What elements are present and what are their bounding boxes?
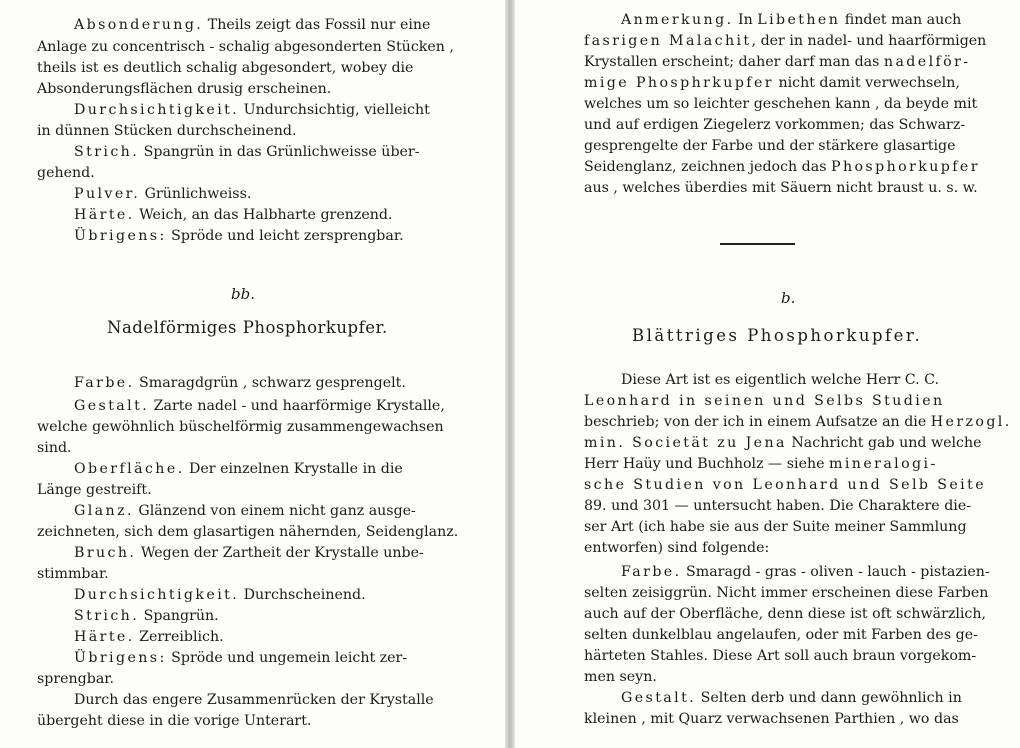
- right-b-line: [584, 391, 945, 411]
- line-text: Smaragd - gras - oliven - lauch - pistazien-: [681, 564, 990, 580]
- line-text: Seidenglanz, zeichnen jedoch das: [584, 159, 831, 175]
- spaced-term: Leonhard in seinen und Selbs Studien: [584, 393, 945, 409]
- left-a-line: [74, 205, 392, 225]
- left-a-line: [74, 184, 251, 204]
- section-divider-rule: [720, 243, 795, 245]
- left-b-line: [37, 438, 72, 458]
- line-text: Länge gestreift.: [37, 482, 152, 498]
- line-text: , der in nadel- und haarförmigen: [751, 33, 987, 49]
- spaced-term: sche Studien von Leonhard und Selb Seite: [584, 477, 987, 493]
- line-text: 89. und 301 — untersucht haben. Die Charaktere die-: [584, 498, 972, 514]
- right-a-line: [584, 73, 960, 93]
- line-text: welche gewöhnlich büschelförmig zusammengewachsen: [37, 419, 444, 435]
- line-text: sind.: [37, 440, 72, 456]
- left-b-line: [74, 396, 445, 416]
- line-text: nicht damit verwechseln,: [773, 75, 960, 91]
- left-b-line: [74, 606, 219, 626]
- line-text: Spröde und leicht zersprengbar.: [166, 228, 404, 244]
- right-b-line: [584, 625, 978, 645]
- line-text: Durchscheinend.: [239, 587, 366, 603]
- line-text: Selten derb und dann gewöhnlich in: [696, 690, 962, 706]
- spaced-term: Anmerkung.: [621, 12, 734, 28]
- left-a-line: [74, 142, 420, 162]
- spaced-term: Übrigens:: [74, 228, 167, 244]
- line-text: Herr Haüy und Buchholz — siehe: [584, 456, 830, 472]
- line-text: welches um so leichter geschehen kann , da beyde mit: [584, 96, 978, 112]
- right-a-line: [584, 94, 977, 114]
- line-text: findet man auch: [840, 12, 962, 28]
- right-b-line: [621, 562, 990, 582]
- left-b-line: [74, 585, 366, 605]
- left-section-label: bb.: [231, 285, 255, 303]
- line-text: theils ist es deutlich schalig abgesondert, wobey die: [37, 60, 414, 76]
- line-text: selten zeisiggrün. Nicht immer erscheinen diese Farben: [584, 585, 989, 601]
- spaced-term: Oberfläche.: [74, 461, 185, 477]
- line-text: Der einzelnen Krystalle in die: [184, 461, 403, 477]
- line-text: Zerreiblich.: [134, 629, 224, 645]
- right-b-line: [584, 604, 986, 624]
- line-text: sprengbar.: [37, 671, 115, 687]
- line-text: entworfen) sind folgende:: [584, 540, 770, 556]
- spaced-term: Pulver.: [74, 186, 141, 202]
- left-b-line: [74, 627, 224, 647]
- spaced-term: Durchsichtigkeit.: [74, 102, 240, 118]
- right-b-line: [621, 688, 962, 708]
- line-text: härteten Stahles. Diese Art soll auch braun vorgekom-: [584, 648, 977, 664]
- right-b-line: [584, 709, 959, 729]
- right-a-line: [584, 157, 980, 177]
- line-text: Wegen der Zartheit der Krystalle unbe-: [136, 545, 424, 561]
- right-section-label: b.: [781, 289, 796, 307]
- spaced-term: Farbe.: [621, 564, 682, 580]
- line-text: Durch das engere Zusammenrücken der Krystalle: [74, 692, 434, 708]
- spaced-term: Strich.: [74, 608, 140, 624]
- right-b-line: [584, 454, 938, 474]
- left-a-line: [74, 15, 430, 35]
- right-b-line: [584, 433, 982, 453]
- line-text: Diese Art ist es eigentlich welche Herr C. C.: [621, 372, 940, 388]
- left-b-line: [74, 501, 416, 521]
- left-a-line: [37, 163, 95, 183]
- line-text: Krystallen erscheint; daher darf man das: [584, 54, 884, 70]
- left-b-line: [37, 417, 444, 437]
- right-b-line: [584, 475, 986, 495]
- left-b-line: [37, 564, 109, 584]
- left-b-line: [74, 459, 403, 479]
- line-text: Theils zeigt das Fossil nur eine: [203, 17, 431, 33]
- right-a-line: [584, 115, 965, 135]
- left-b-line: [74, 543, 424, 563]
- right-b-line: [584, 517, 967, 537]
- line-text: auch auf der Oberfläche, denn diese ist oft schwärzlich,: [584, 606, 987, 622]
- line-text: Glänzend von einem nicht ganz ausge-: [133, 503, 416, 519]
- spaced-term: min. Societät zu Jena: [584, 435, 787, 451]
- right-b-line: [584, 667, 657, 687]
- left-b-line: [74, 648, 407, 668]
- left-section-title: Nadelförmiges Phosphorkupfer.: [107, 318, 388, 337]
- line-text: zeichneten, sich dem glasartigen nähernden, Seidenglanz.: [37, 524, 459, 540]
- line-text: Weich, an das Halbharte grenzend.: [134, 207, 393, 223]
- spaced-term: Gestalt.: [74, 398, 150, 414]
- right-a-line: [621, 10, 961, 30]
- right-b-line: [584, 646, 976, 666]
- spaced-term: mige Phosphrkupfer: [584, 75, 774, 91]
- line-text: ser Art (ich habe sie aus der Suite meiner Sammlung: [584, 519, 967, 535]
- spaced-term: Bruch.: [74, 545, 137, 561]
- line-text: Undurchsichtig, vielleicht: [239, 102, 430, 118]
- line-text: Smaragdgrün , schwarz gesprengelt.: [134, 375, 406, 391]
- line-text: kleinen , mit Quarz verwachsenen Parthien , wo das: [584, 711, 959, 727]
- spaced-term: Farbe.: [74, 375, 135, 391]
- right-b-line: [621, 370, 939, 390]
- book-gutter: [505, 0, 515, 748]
- right-a-line: [584, 178, 978, 198]
- line-text: Absonderungsflächen drusig erscheinen.: [37, 81, 332, 97]
- left-a-line: [37, 121, 297, 141]
- line-text: men seyn.: [584, 669, 657, 685]
- line-text: Zarte nadel - und haarförmige Krystalle,: [149, 398, 445, 414]
- left-a-line: [37, 58, 413, 78]
- spaced-term: Gestalt.: [621, 690, 697, 706]
- left-b-line: [74, 373, 406, 393]
- right-section-title: Blättriges Phosphorkupfer.: [632, 326, 923, 345]
- line-text: übergeht diese in die vorige Unterart.: [37, 713, 312, 729]
- line-text: Spangrün in das Grünlichweisse über-: [139, 144, 420, 160]
- left-a-line: [37, 79, 331, 99]
- line-text: Spangrün.: [139, 608, 219, 624]
- right-b-line: [584, 538, 769, 558]
- line-text: Anlage zu concentrisch - schalig abgesonderten Stücken ,: [37, 39, 454, 55]
- left-b-line: [37, 480, 152, 500]
- spaced-term: Härte.: [74, 207, 135, 223]
- line-text: in dünnen Stücken durchscheinend.: [37, 123, 297, 139]
- spaced-term: Phosphorkupfer: [831, 159, 980, 175]
- right-a-line: [584, 136, 956, 156]
- left-b-line: [74, 690, 434, 710]
- line-text: Spröde und ungemein leicht zer-: [166, 650, 408, 666]
- left-b-line: [37, 711, 311, 731]
- line-text: Grünlichweiss.: [140, 186, 252, 202]
- right-b-line: [584, 412, 1012, 432]
- line-text: gehend.: [37, 165, 95, 181]
- line-text: aus , welches überdies mit Säuern nicht braust u. s. w.: [584, 180, 978, 196]
- spaced-term: Libethen: [757, 12, 841, 28]
- spaced-term: Herzogl.: [930, 414, 1012, 430]
- right-b-line: [584, 583, 988, 603]
- spaced-term: Glanz.: [74, 503, 134, 519]
- line-text: stimmbar.: [37, 566, 109, 582]
- left-a-line: [74, 226, 404, 246]
- line-text: Nachricht gab und welche: [786, 435, 982, 451]
- right-b-line: [584, 496, 971, 516]
- line-text: In: [733, 12, 758, 28]
- right-a-line: [584, 52, 971, 72]
- spaced-term: mineralogi-: [829, 456, 938, 472]
- line-text: und auf erdigen Ziegelerz vorkommen; das Schwarz-: [584, 117, 966, 133]
- left-a-line: [74, 100, 430, 120]
- line-text: gesprengelte der Farbe und der stärkere glasartige: [584, 138, 956, 154]
- line-text: selten dunkelblau angelaufen, oder mit Farben des ge-: [584, 627, 978, 643]
- left-b-line: [37, 522, 458, 542]
- spaced-term: Durchsichtigkeit.: [74, 587, 240, 603]
- spaced-term: Übrigens:: [74, 650, 167, 666]
- left-a-line: [37, 37, 454, 57]
- spaced-term: Härte.: [74, 629, 135, 645]
- spaced-term: nadelför-: [883, 54, 971, 70]
- line-text: beschrieb; von der ich in einem Aufsatze an die: [584, 414, 931, 430]
- left-b-line: [37, 669, 114, 689]
- spaced-term: fasrigen Malachit: [584, 33, 752, 49]
- right-a-line: [584, 31, 986, 51]
- spaced-term: Strich.: [74, 144, 140, 160]
- spaced-term: Absonderung.: [74, 17, 204, 33]
